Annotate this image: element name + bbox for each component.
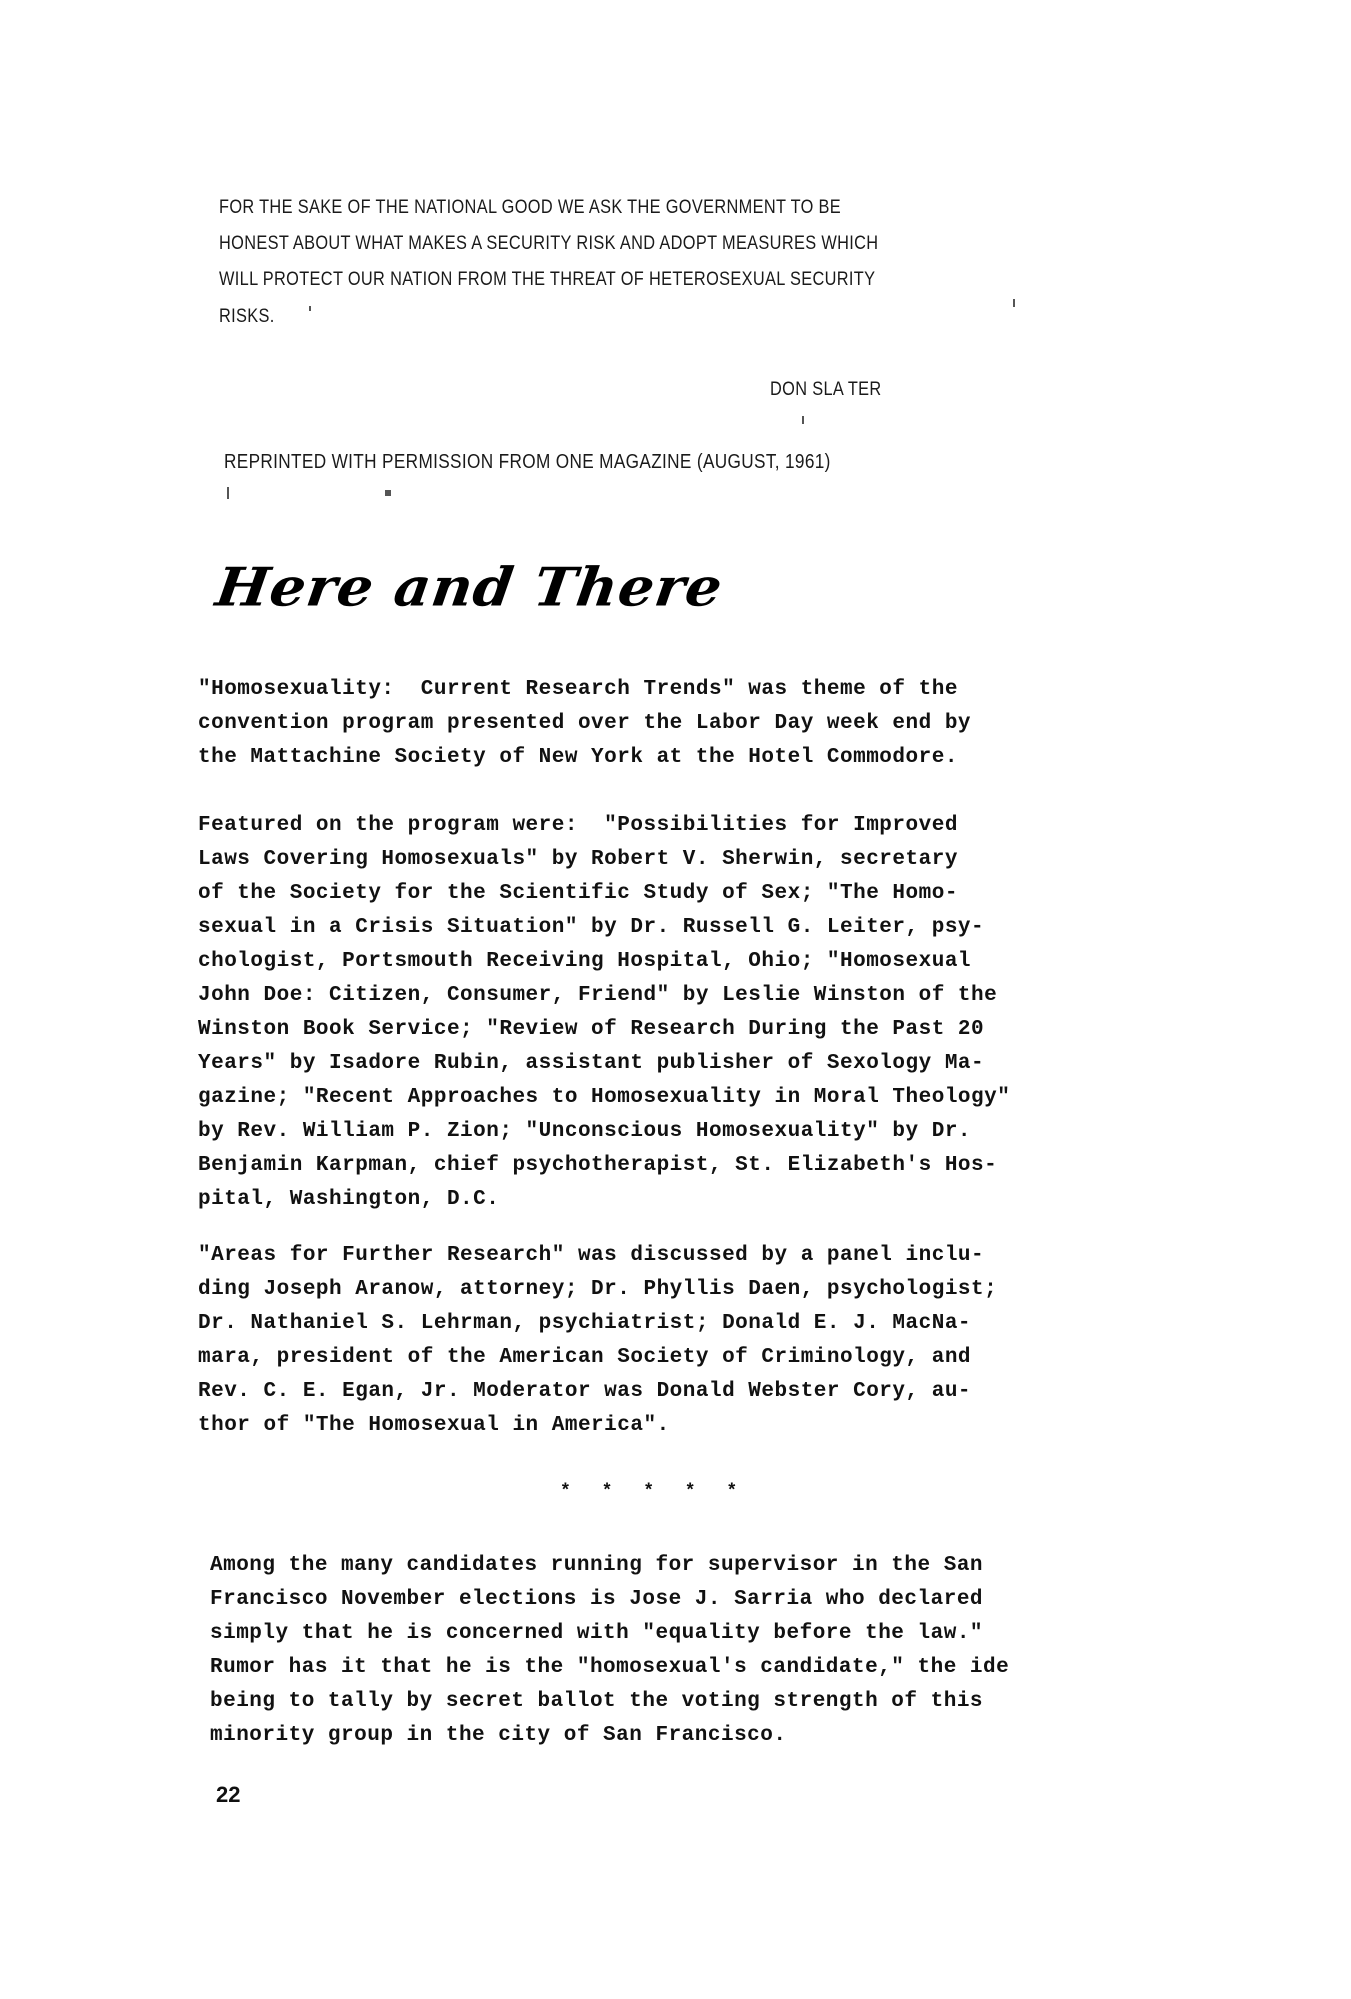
article-line: by Rev. William P. Zion; "Unconscious Homosexuality" by Dr. xyxy=(198,1120,972,1143)
article-line: the Mattachine Society of New York at the Hotel Commodore. xyxy=(198,746,958,769)
article-line: convention program presented over the Labor Day week end by xyxy=(198,712,972,735)
article-line: chologist, Portsmouth Receiving Hospital, Ohio; "Homosexual xyxy=(198,950,972,973)
reprint-credit: REPRINTED WITH PERMISSION FROM ONE MAGAZINE (AUGUST, 1961) xyxy=(224,451,831,473)
article-line: mara, president of the American Society of Criminology, and xyxy=(198,1346,972,1369)
quote-author: DON SLA TER xyxy=(770,379,882,400)
section-heading: Here and There xyxy=(212,556,727,619)
print-speck xyxy=(227,487,229,499)
article-line: thor of "The Homosexual in America". xyxy=(198,1414,670,1437)
article-line: of the Society for the Scientific Study of Sex; "The Homo- xyxy=(198,882,958,905)
article-line: Winston Book Service; "Review of Research During the Past 20 xyxy=(198,1018,985,1041)
print-speck xyxy=(385,490,391,496)
article-line: Rumor has it that he is the "homosexual's candidate," the ide xyxy=(210,1656,1010,1679)
article-line: Dr. Nathaniel S. Lehrman, psychiatrist; Donald E. J. MacNa- xyxy=(198,1312,972,1335)
article-line: "Areas for Further Research" was discussed by a panel inclu- xyxy=(198,1244,985,1267)
article-line: "Homosexuality: Current Research Trends" was theme of the xyxy=(198,678,958,701)
article-line: John Doe: Citizen, Consumer, Friend" by Leslie Winston of the xyxy=(198,984,998,1007)
print-speck xyxy=(309,306,311,311)
article-line: pital, Washington, D.C. xyxy=(198,1188,500,1211)
quote-line: WILL PROTECT OUR NATION FROM THE THREAT OF HETEROSEXUAL SECURITY xyxy=(219,269,876,290)
article-line: Francisco November elections is Jose J. Sarria who declared xyxy=(210,1588,984,1611)
article-line: Rev. C. E. Egan, Jr. Moderator was Donald Webster Cory, au- xyxy=(198,1380,972,1403)
article-line: gazine; "Recent Approaches to Homosexuality in Moral Theology" xyxy=(198,1086,1011,1109)
article-line: Featured on the program were: "Possibilities for Improved xyxy=(198,814,958,837)
article-line: Benjamin Karpman, chief psychotherapist, St. Elizabeth's Hos- xyxy=(198,1154,998,1177)
article-line: being to tally by secret ballot the voting strength of this xyxy=(210,1690,984,1713)
article-line: Years" by Isadore Rubin, assistant publisher of Sexology Ma- xyxy=(198,1052,985,1075)
quote-line: HONEST ABOUT WHAT MAKES A SECURITY RISK AND ADOPT MEASURES WHICH xyxy=(219,233,879,254)
article-line: simply that he is concerned with "equality before the law." xyxy=(210,1622,984,1645)
print-speck xyxy=(802,416,804,424)
print-speck xyxy=(1013,299,1015,307)
article-line: sexual in a Crisis Situation" by Dr. Russell G. Leiter, psy- xyxy=(198,916,985,939)
article-line: minority group in the city of San Francisco. xyxy=(210,1724,787,1747)
quote-line: FOR THE SAKE OF THE NATIONAL GOOD WE ASK THE GOVERNMENT TO BE xyxy=(219,197,842,218)
article-line: Laws Covering Homosexuals" by Robert V. Sherwin, secretary xyxy=(198,848,958,871)
article-line: Among the many candidates running for supervisor in the San xyxy=(210,1554,984,1577)
article-line: ding Joseph Aranow, attorney; Dr. Phyllis Daen, psychologist; xyxy=(198,1278,998,1301)
section-separator: * * * * * xyxy=(560,1482,748,1502)
page-number: 22 xyxy=(216,1782,241,1807)
quote-line: RISKS. xyxy=(219,306,275,327)
